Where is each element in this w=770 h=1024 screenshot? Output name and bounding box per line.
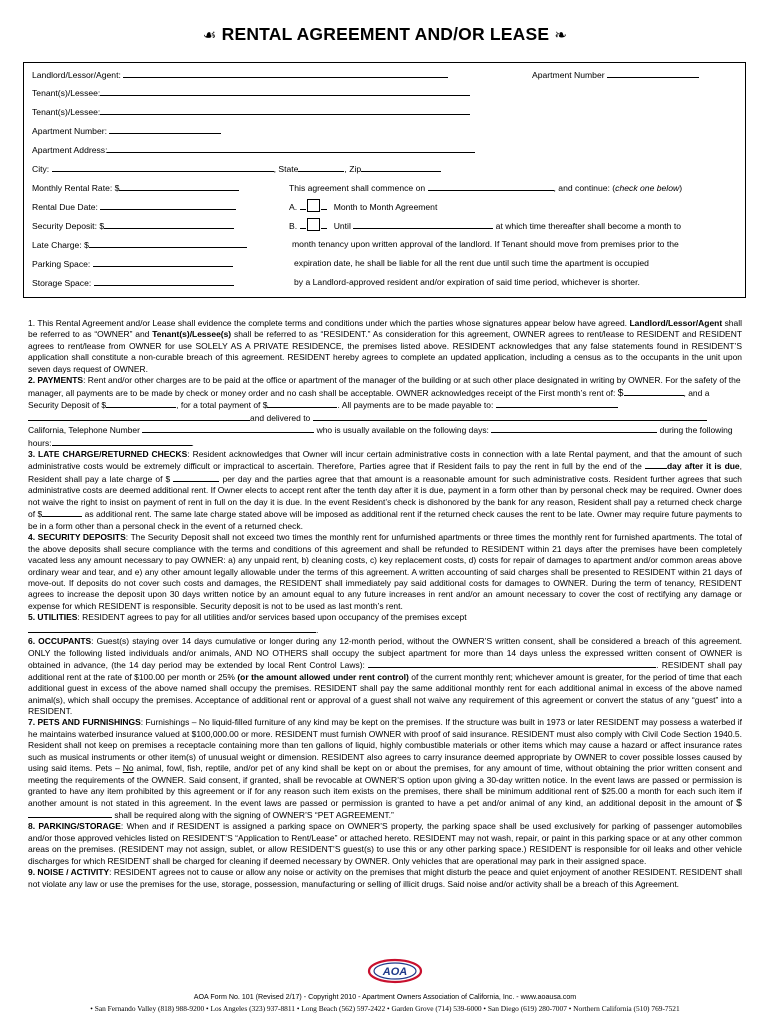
section-7-text-c: shall be required along with the signing of OWNER’S “PET AGREEMENT.” xyxy=(112,810,394,821)
state-label: , State xyxy=(273,164,299,174)
section-2-text-f: California, Telephone Number xyxy=(28,425,140,436)
option-b-until-label: Until xyxy=(333,221,351,231)
footer-offices: • San Fernando Valley (818) 988-9200 • Los Angeles (323) 937-8811 • Long Beach (562) 597-2422 • Garden Grove (714) 539-6000 • San Diego (619) 280-7007 • Northern California (510) 769-7521 xyxy=(90,1004,680,1013)
late-charge-line xyxy=(89,239,247,248)
security-deposit-line xyxy=(104,220,234,229)
option-b-line-right xyxy=(321,220,327,229)
logo-text: AOA xyxy=(382,966,408,978)
option-a-line-right xyxy=(321,201,327,210)
section-3-text-c: , Resident shall pay a late charge of $ xyxy=(28,461,742,484)
parking-space-field[interactable] xyxy=(32,258,233,270)
apartment-number-field[interactable] xyxy=(32,125,221,137)
section-4 xyxy=(28,532,742,612)
section-7-heading: 7. PETS AND FURNISHINGS xyxy=(28,717,141,728)
option-a-label: A. xyxy=(289,202,298,212)
section-1-resident-term: Tenant(s)/Lessee(s) xyxy=(152,329,232,340)
section-2: 2. PAYMENTS: Rent and/or other charges are to be paid at the office or apartment of the manager of the building or at such other place designated in writing by OWNER. For the safety of the manager, all payments are to be made by check or money order and no cash shall be acceptable. OWNER acknowledges receipt of the First month’s rent of: $ , and a Security Deposit of $ , for a total payment of $ . All payments are to be made payable to: and delivered to California, Telephone Number who is usually available on the following days: during the following hours: . xyxy=(28,375,741,448)
aoa-logo-icon xyxy=(367,957,423,985)
zip-label: , Zip xyxy=(344,164,362,174)
rent-due-label: Rental Due Date: xyxy=(32,202,98,212)
section-9 xyxy=(28,867,742,890)
late-day-blank[interactable] xyxy=(645,460,667,469)
storage-space-field[interactable] xyxy=(32,277,234,289)
section-2-text-g: who is usually available on the following days: xyxy=(314,425,489,436)
section-2-text-c: , for a total payment of $ xyxy=(176,400,268,411)
section-3 xyxy=(28,449,742,532)
landlord-line xyxy=(123,69,448,78)
section-6-text-d: of the current monthly rent; whichever amount is greater, for the period of time that each additional guest in excess of the above named shall occupy the premises. RESIDENT shall pay the same additional monthly rent for each additional animal in excess of the above named animal(s), which shall occupy the premises. Acceptance of additional rent or approval of a guest shall not waive any requirement of this agreement or convert the status of any “guest” into a RESIDENT. xyxy=(28,671,742,716)
section-2-text-d: . All payments are to be made payable to: xyxy=(337,400,494,411)
option-b-until-line[interactable] xyxy=(353,220,493,229)
section-4-heading: 4. SECURITY DEPOSITS xyxy=(28,532,126,543)
section-1 xyxy=(28,318,742,375)
returned-check-blank[interactable] xyxy=(42,508,82,517)
section-6-text-b: RESIDENT shall pay additional rent at the rate of $100.00 per month or 25% xyxy=(28,660,742,682)
section-1-text-b: shall be referred to as “OWNER” and xyxy=(28,318,742,340)
section-9-text: : RESIDENT agrees not to cause or allow any noise or activity on the premises that might disturb the peace and quiet enjoyment of another RESIDENT. RESIDENT shall not violate any law or use the premises for the use, storage, possession, manufacturing or selling of illicit drugs. Said noise and/or activity shall be a breach of this Agreement. xyxy=(28,867,742,889)
utilities-except-blank[interactable] xyxy=(28,624,316,633)
telephone-blank[interactable] xyxy=(142,424,314,433)
section-6: 6. OCCUPANTS: Guest(s) staying over 14 days cumulative or longer during any 12-month period, without the OWNER’S written consent, shall be considered a breach of this agreement. ONLY the following listed individuals and/or animals, AND NO OTHERS shall occupy the subject apartment for more than 14 days unless the expressed written consent of OWNER is obtained in advance, (the 14 day period may be extended by local Rent Control Laws): . RESIDENT shall pay additional rent at the rate of $100.00 per month or 25% (or the amount allowed under rent control) of the current monthly rent; whichever amount is greater, for the period of time that each additional guest in excess of the above named shall occupy the premises. RESIDENT shall pay the same additional monthly rent for each additional animal in excess of the above named animal(s), which shall occupy the premises. Acceptance of additional rent or approval of a guest shall not waive any requirement of this agreement or convert the status of any “guest” into a RESIDENT. xyxy=(28,636,742,716)
rent-due-line xyxy=(100,201,236,210)
ornament-right-icon: ❧ xyxy=(554,27,568,44)
delivered-to-blank[interactable] xyxy=(313,412,707,421)
section-7-text-b: animal, fowl, fish, reptile, and/or pet of any kind shall be kept on or about the premises, for any amount of time, without obtaining the prior written consent and meeting the requirements of the OWNER. Said consent, if granted, shall be revocable at OWNER’S option upon giving a 30-day written notice. In the event laws are passed or permission is granted to have any item prohibited by this agreement or if for any reason such item exists on the premises, there shall be minimum additional rent of $25.00 a month for each such item if another amount is not stated in this agreement. In the event laws are passed or permission is granted to have a pet and/or animal of any kind, an additional deposit in the amount of xyxy=(28,763,742,808)
section-2-text-b: , and a Security Deposit of $ xyxy=(28,387,710,411)
city-state-zip-field[interactable] xyxy=(32,163,441,175)
occupants-blank[interactable] xyxy=(368,659,656,668)
section-3-text-d: per day and the parties agree that that amount is a reasonable amount for such administrative costs. Resident further agrees that such administrative costs are deemed additional rent. If Owner elects to accept rent after the tenth day after it is due, payment in a form other than by personal check may be required. Owner does not waive the right to insist on payment of rent in full on the day it is due. In the event Resident’s check is dishonored by the bank for any reason, Resident shall pay a returned check charge of $ xyxy=(28,473,742,520)
check-one-label: check one below xyxy=(615,183,680,193)
section-3-text-e: as additional rent. The same late charge stated above will be imposed as additional rent if the returned check causes the rent to be late. Owner may require future payments to be in a form other than a personal check in the event of a returned check. xyxy=(28,509,742,531)
option-a-row xyxy=(289,199,437,213)
option-a-line-left xyxy=(300,201,306,210)
section-3-heading: 3. LATE CHARGE/RETURNED CHECKS xyxy=(28,448,188,459)
section-3-text-a: : Resident acknowledges that Owner will incur certain administrative costs in connection with a late Rental payment, and that the amount of such administrative costs would be extremely difficult or impractical to ascertain. Therefore, Parties agree that if Resident fails to pay the rent in full by the end of the xyxy=(28,448,743,472)
tenants-line-2 xyxy=(100,106,470,115)
option-a-checkbox[interactable] xyxy=(307,199,320,212)
page-title xyxy=(0,24,770,45)
parking-space-label: Parking Space: xyxy=(32,259,91,269)
monthly-rent-label: Monthly Rental Rate: $ xyxy=(32,183,120,193)
section-2-text-e: and delivered to xyxy=(250,412,311,423)
total-payment-blank[interactable] xyxy=(267,399,337,408)
title-text: RENTAL AGREEMENT AND/OR LEASE xyxy=(221,24,550,44)
apartment-number-right-line xyxy=(607,69,699,78)
apartment-address-line xyxy=(107,144,475,153)
landlord-field[interactable] xyxy=(32,69,448,81)
apartment-number-right-label: Apartment Number xyxy=(532,70,605,80)
late-charge-field[interactable] xyxy=(32,239,247,251)
section-8 xyxy=(28,821,742,867)
close-paren: ) xyxy=(679,183,683,193)
late-charge-blank[interactable] xyxy=(173,473,219,482)
ornament-left-icon: ☙ xyxy=(202,27,217,44)
option-b-row xyxy=(289,218,681,232)
section-4-text: : The Security Deposit shall not exceed two times the monthly rent for unfurnished apartments or three times the monthly rent for furnished apartments. The total of the above deposits shall secure compliance with the terms and conditions of this agreement and shall be refunded to RESIDENT within 21 days after the premises have been completely vacated less any amount necessary to pay OWNER: a) any unpaid rent, b) cleaning costs, c) key replacement costs, d) costs for repair of damages to apartment and/or common areas above ordinary wear and tear, and e) any other amount legally allowable under the terms of this agreement. A written accounting of said charges shall be presented to RESIDENT within 21 days of move-out. If deposits do not cover such costs and damages, the RESIDENT shall immediately pay said additional costs for damages to OWNER. During the term of tenancy, RESIDENT agrees to increase the deposit upon 30 days written notice by an amount equal to any future increases in rent and/or an amount necessary to cover the cost of rectifying any damage or expense for which RESIDENT is responsible. Security deposit is not to be used as last month’s rent. xyxy=(28,532,742,611)
option-b-label: B. xyxy=(289,221,298,231)
monthly-rent-field[interactable] xyxy=(32,182,239,194)
section-2-heading: 2. PAYMENTS xyxy=(28,375,84,386)
section-5-text: : RESIDENT agrees to pay for all utilities and/or services based upon occupancy of the premises except xyxy=(77,612,467,623)
commence-line xyxy=(428,182,554,191)
tenants-label-1: Tenant(s)/Lessee: xyxy=(32,88,101,98)
section-5: 5. UTILITIES: RESIDENT agrees to pay for all utilities and/or services based upon occupancy of the premises except . xyxy=(28,612,467,635)
option-a-text: Month to Month Agreement xyxy=(333,202,438,212)
option-b-checkbox[interactable] xyxy=(307,218,320,231)
option-b-text: at which time thereafter shall become a month to xyxy=(495,221,682,231)
continue-label: , and continue: ( xyxy=(553,183,616,193)
section-3-text-b: day after it is due xyxy=(667,461,740,472)
storage-space-line xyxy=(94,277,234,286)
available-days-blank[interactable] xyxy=(491,424,657,433)
section-2-text-a: : Rent and/or other charges are to be paid at the office or apartment of the manager of the building or at such other place designated in writing by OWNER. For the safety of the manager, all payments are to be made by check or money order and no cash shall be acceptable. OWNER acknowledges receipt of the First month’s rent of: xyxy=(28,375,741,398)
city-line xyxy=(52,163,274,172)
section-8-text: : When and if RESIDENT is assigned a parking space on OWNER’S property, the parking space shall be used exclusively for parking of passenger automobiles and/or those approved vehicles listed on RESIDENT’S “Application to Rent/Lease” or attached hereto. RESIDENT may not wash, repair, or paint in this parking space or at any other common areas on the premises. (RESIDENT may not assign, sublet, or allow RESIDENT’S guest(s) to use this or any other parking space.) RESIDENT is responsible for oil leaks and other vehicle discharges for which RESIDENT shall be charged for cleaning if deemed necessary by OWNER. Only vehicles that are operational may park in their assigned space. xyxy=(28,821,742,866)
landlord-label: Landlord/Lessor/Agent: xyxy=(32,70,121,80)
commence-label: This agreement shall commence on xyxy=(289,183,426,193)
section-2-text-h: during the following hours: xyxy=(28,425,733,448)
late-charge-label: Late Charge: $ xyxy=(32,240,89,250)
dollar-sign: $ xyxy=(617,386,624,399)
tenants-field-1[interactable] xyxy=(32,87,470,99)
section-8-heading: 8. PARKING/STORAGE xyxy=(28,821,121,832)
security-deposit-field[interactable] xyxy=(32,220,234,232)
pet-deposit-blank[interactable] xyxy=(28,809,112,818)
payable-to-blank[interactable] xyxy=(496,399,618,408)
apartment-address-field[interactable] xyxy=(32,144,475,156)
apartment-address-label: Apartment Address: xyxy=(32,145,108,155)
section-9-heading: 9. NOISE / ACTIVITY xyxy=(28,867,110,878)
approved-text: by a Landlord-approved resident and/or expiration of said time period, whichever is shorter. xyxy=(294,277,640,287)
section-5-heading: 5. UTILITIES xyxy=(28,612,78,623)
agreement-body xyxy=(28,318,742,890)
tenants-label-2: Tenant(s)/Lessee: xyxy=(32,107,101,117)
section-6-text-c: (or the amount allowed under rent control) xyxy=(237,671,409,682)
city-label: City: xyxy=(32,164,50,174)
section-7-no: No xyxy=(122,763,134,774)
section-6-heading: 6. OCCUPANTS xyxy=(28,636,92,647)
apartment-number-line xyxy=(109,125,221,134)
security-deposit-blank[interactable] xyxy=(106,399,176,408)
security-deposit-label: Security Deposit: $ xyxy=(32,221,105,231)
storage-space-label: Storage Space: xyxy=(32,278,92,288)
monthly-rent-line xyxy=(119,182,239,191)
apartment-number-label: Apartment Number: xyxy=(32,126,107,136)
section-6-text-a: : Guest(s) staying over 14 days cumulative or longer during any 12-month period, without the OWNER’S written consent, shall be considered a breach of this agreement. ONLY the following listed individuals and/or animals, AND NO OTHERS shall occupy the subject apartment for more than 14 days unless the expressed written consent of OWNER is obtained in advance, (the 14 day period may be extended by local Rent Control Laws): xyxy=(28,636,742,671)
expiration-text: expiration date, he shall be liable for all the rent due until such time the apartment is occupied xyxy=(294,258,649,268)
section-1-text-c: shall be referred to as “RESIDENT.” As consideration for this agreement, OWNER agrees to rent/lease to RESIDENT and RESIDENT agrees to rent/lease from OWNER for use SOLELY AS A PRIVATE RESIDENCE, the premises listed above. RESIDENT acknowledges that any false statements found in RESIDENT’S application shall constitute a non-curable breach of this agreement. RESIDENT hereby agrees to complete an updated application, including a census as to the occupants in the unit upon seven days request of OWNER. xyxy=(28,329,742,374)
section-7 xyxy=(28,717,742,821)
option-b-line-left xyxy=(300,220,306,229)
parking-space-line xyxy=(93,258,233,267)
month-tenancy-text: month tenancy upon written approval of the landlord. If Tenant should move from premises prior to the xyxy=(292,239,679,249)
tenants-line-1 xyxy=(100,87,470,96)
section-1-text-a: 1. This Rental Agreement and/or Lease shall evidence the complete terms and conditions under which the parties whose signatures appear below have agreed. xyxy=(28,318,628,328)
commence-field[interactable] xyxy=(289,182,682,194)
apartment-number-right-field[interactable] xyxy=(532,69,699,81)
zip-line xyxy=(361,163,441,172)
section-7-text-a: : Furnishings – No liquid-filled furniture of any kind may be kept on the premises. If the structure was built in 1973 or later RESIDENT may possess a waterbed if he maintains waterbed insurance valued at $100,000.00 or more. RESIDENT must furnish OWNER with proof of said insurance. RESIDENT must also comply with Civil Code Section 1940.5. Resident shall not keep on premises a receptacle containing more than ten gallons of liquid, highly combustible materials or other items which may cause a hazard or affect insurance rates such as musical instruments or other item(s) of unusual weight or dimension. RESIDENT also agrees to carry insurance deemed appropriate by OWNER to cover possible losses caused by using said items. Pets – xyxy=(28,717,742,774)
state-line xyxy=(298,163,344,172)
dollar-sign-pet: $ xyxy=(736,796,742,809)
available-hours-blank[interactable] xyxy=(52,437,192,446)
payable-to-blank-2[interactable] xyxy=(28,412,250,421)
footer-copyright: AOA Form No. 101 (Revised 2/17) - Copyright 2010 - Apartment Owners Association of California, Inc. - www.aoausa.com xyxy=(193,993,577,1001)
tenants-field-2[interactable] xyxy=(32,106,470,118)
section-1-owner-term: Landlord/Lessor/Agent xyxy=(629,318,723,328)
rent-due-field[interactable] xyxy=(32,201,236,213)
first-month-rent-blank[interactable] xyxy=(624,387,684,396)
